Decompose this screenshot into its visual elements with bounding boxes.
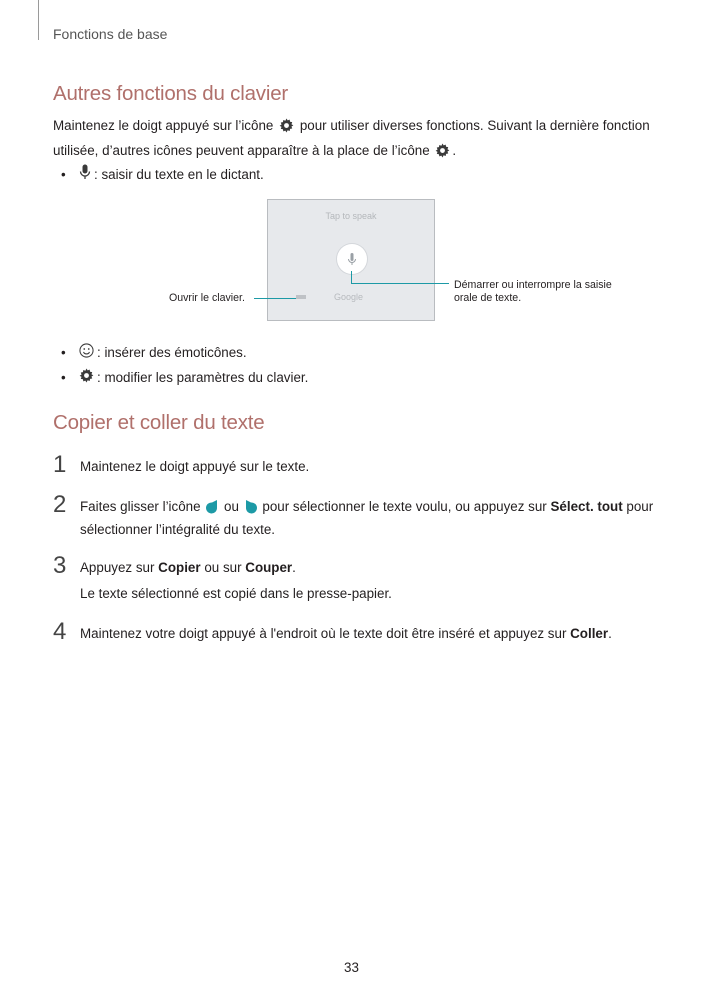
callout-line-mic [351, 283, 449, 284]
selection-handle-left-icon [206, 500, 218, 520]
step-text: Faites glisser l’icône ou pour sélectionner le texte voulu, ou appuyez sur Sélect. tout pour sélectionner l’intégralité du texte. [80, 499, 654, 537]
step-number: 2 [53, 491, 67, 518]
gear-icon [79, 368, 94, 388]
microphone-icon [337, 244, 367, 274]
gear-icon [279, 118, 294, 140]
section-title-copy-paste: Copier et coller du texte [53, 411, 265, 434]
bullet-item-voice: • : saisir du texte en le dictant. [61, 164, 264, 185]
bullet-dot: • [61, 370, 66, 385]
section-title-keyboard: Autres fonctions du clavier [53, 82, 289, 105]
page-number: 33 [344, 960, 359, 975]
voice-mic-button[interactable] [337, 244, 367, 274]
keyboard-icon[interactable] [296, 295, 306, 299]
callout-open-keyboard: Ouvrir le clavier. [169, 292, 245, 304]
callout-line-keyboard [254, 298, 296, 299]
callout-start-stop-voice: Démarrer ou interrompre la saisie orale de texte. [454, 279, 612, 304]
step-text: Appuyez sur Copier ou sur Couper. [80, 560, 296, 575]
voice-input-screenshot [267, 199, 435, 321]
step-text: Maintenez le doigt appuyé sur le texte. [80, 459, 310, 474]
running-header: Fonctions de base [53, 26, 168, 42]
step-text: Maintenez votre doigt appuyé à l'endroit où le texte doit être inséré et appuyez sur Coller. [80, 626, 612, 641]
step-note: Le texte sélectionné est copié dans le presse-papier. [80, 586, 392, 601]
callout-line-mic-vertical [351, 271, 352, 284]
bullet-dot: • [61, 166, 66, 182]
gear-icon [435, 143, 450, 165]
selection-handle-right-icon [245, 500, 257, 520]
microphone-icon [79, 164, 91, 185]
step-number: 3 [53, 552, 67, 579]
google-logo: Google [334, 292, 364, 302]
bullet-item-settings: • : modifier les paramètres du clavier. [61, 368, 308, 388]
header-rule [38, 0, 39, 40]
screenshot-prompt-text: Tap to speak [325, 211, 377, 221]
intro-paragraph: Maintenez le doigt appuyé sur l’icône pour utiliser diverses fonctions. Suivant la dernière fonction utilisée, d’autres icônes peuvent apparaître à la place de l’icône . [53, 115, 653, 165]
step-number: 1 [53, 451, 67, 478]
smiley-icon [79, 343, 94, 363]
step-number: 4 [53, 618, 67, 645]
bullet-item-emoticons: • : insérer des émoticônes. [61, 343, 247, 363]
bullet-dot: • [61, 345, 66, 360]
